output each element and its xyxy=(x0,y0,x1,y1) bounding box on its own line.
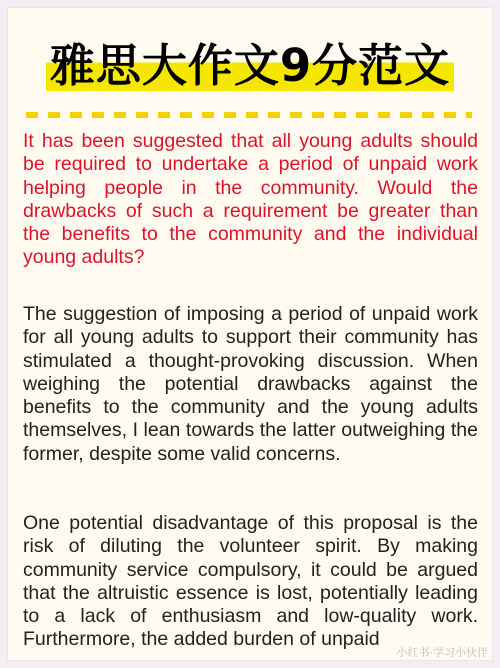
essay-question: It has been suggested that all young adults should be required to undertake a period of unpaid work helping people in the community. Would the drawbacks of such a requirement be greater than the benefits to the community and the individual young adults? xyxy=(23,130,478,269)
page-title: 雅思大作文9分范文 xyxy=(46,36,454,96)
watermark: 小红书·学习小伙伴 xyxy=(396,646,488,659)
essay-paragraph-1: The suggestion of imposing a period of unpaid work for all young adults to support their community has stimulated a thought-provoking discussion. When weighing the potential drawbacks against the benefits to the community and the young adults themselves, I lean towards the latter outweighing the former, despite some valid concerns. xyxy=(23,303,478,465)
dashed-divider xyxy=(26,112,472,118)
title-wrap xyxy=(8,36,492,96)
page-card xyxy=(8,8,492,660)
essay-paragraph-2: One potential disadvantage of this proposal is the risk of diluting the volunteer spirit. By making community service compulsory, it could be argued that the altruistic essence is lost, potentially leading to a lack of enthusiasm and low-quality work. Furthermore, the added burden of unpaid xyxy=(23,512,478,651)
